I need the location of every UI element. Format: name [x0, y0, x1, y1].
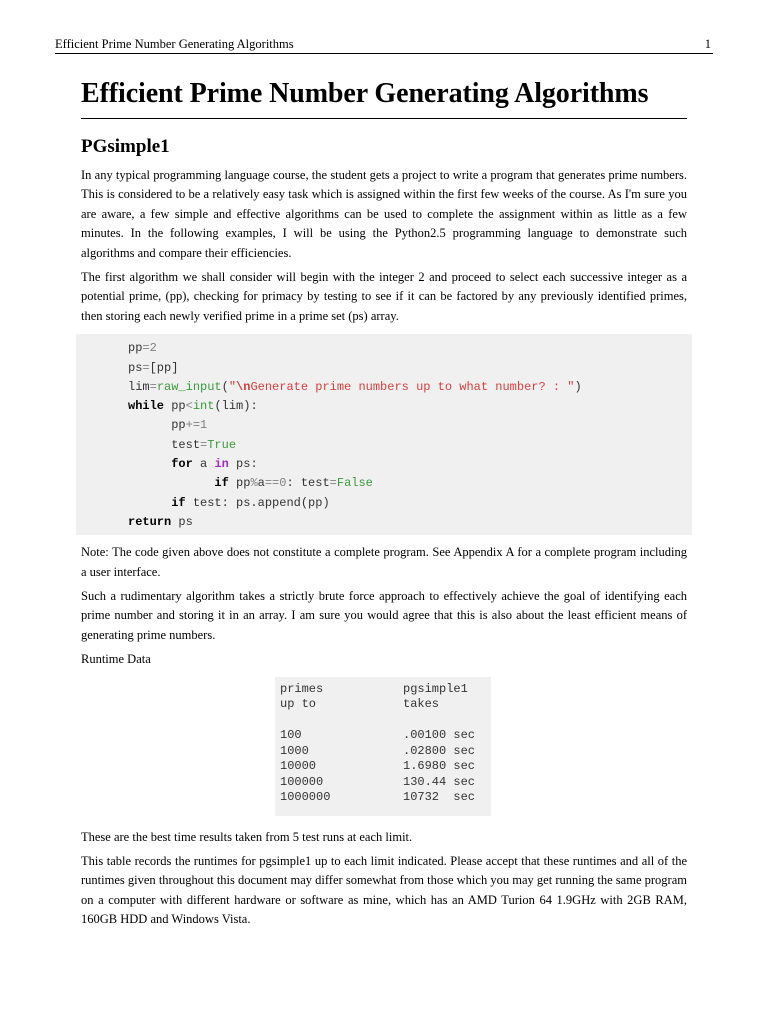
table-header-cell: up to: [280, 697, 317, 712]
code-line: pp=2: [128, 341, 157, 356]
code-block: [76, 334, 692, 535]
table-note-paragraph: This table records the runtimes for pgsimple1 up to each limit indicated. Please accept that these runtimes and all of the runtimes given throughout this document may differ somewhat from those which you may get running the same program on a computer with different hardware or software as mine, which has an AMD Turion 64 1.9GHz with 2GB RAM, 160GB HDD and Windows Vista.: [81, 854, 687, 927]
table-row: [275, 728, 491, 744]
algorithm-paragraph: The first algorithm we shall consider will begin with the integer 2 and proceed to select each successive integer as a potential prime, (pp), checking for primacy by testing to see if it can be factored by any previously identified primes, then storing each newly verified prime in a prime set (ps) array.: [81, 270, 687, 323]
code-line: while pp<int(lim):: [128, 399, 258, 414]
page-content: [81, 78, 687, 935]
table-cell: 10000: [280, 759, 317, 774]
runtime-table: [275, 677, 491, 816]
code-line: return ps: [128, 514, 193, 529]
intro-paragraph: In any typical programming language course, the student gets a project to write a program that generates prime numbers. This is considered to be a relatively easy task which is assigned within the first few weeks of the course. As I'm sure you are aware, a few simple and effective algorithms can be used to complete the assignment within as little as a few minutes. In the following examples, I will be using the Python2.5 programming language to demonstrate such algorithms and compare their efficiencies.: [81, 168, 687, 260]
runtime-data-label: Runtime Data: [81, 652, 151, 667]
best-results-paragraph: These are the best time results taken from 5 test runs at each limit.: [81, 829, 413, 844]
table-cell: 130.44 sec: [403, 774, 476, 789]
note-paragraph: Note: The code given above does not constitute a complete program. See Appendix A for a complete program including a user interface.: [81, 545, 687, 579]
table-row: [275, 759, 491, 775]
table-cell: 1000000: [280, 790, 331, 805]
table-header-cell: pgsimple1: [403, 681, 468, 696]
table-cell: 1000: [280, 743, 309, 758]
table-cell: 100: [280, 728, 302, 743]
running-header-title: Efficient Prime Number Generating Algorithms: [55, 37, 294, 51]
table-header-cell: takes: [403, 697, 440, 712]
code-line: lim=raw_input("\nGenerate prime numbers up to what number? : "): [128, 379, 582, 394]
page-number: 1: [704, 37, 711, 51]
table-header-cell: primes: [280, 681, 324, 696]
table-spacer: [275, 713, 491, 729]
table-header-row: [275, 697, 491, 713]
table-cell: 100000: [280, 774, 324, 789]
table-row: [275, 775, 491, 791]
code-line: for a in ps:: [171, 457, 258, 472]
code-line: if pp%a==0: test=False: [214, 476, 373, 491]
code-line: test=True: [171, 437, 237, 452]
table-cell: .02800 sec: [403, 743, 476, 758]
document-title: Efficient Prime Number Generating Algorithms: [81, 78, 687, 119]
table-cell: 10732 sec: [403, 790, 476, 805]
running-header: [55, 37, 713, 54]
table-cell: 1.6980 sec: [403, 759, 476, 774]
table-header-row: [275, 682, 491, 698]
code-line: pp+=1: [171, 418, 208, 433]
table-row: [275, 790, 491, 806]
section-heading: PGsimple1: [81, 136, 170, 157]
rudimentary-paragraph: Such a rudimentary algorithm takes a strictly brute force approach to effectively achieve the goal of identifying each prime number and storing it in an array. I am sure you would agree that this is also about the least efficient means of generating prime numbers.: [81, 589, 687, 642]
table-row: [275, 744, 491, 760]
code-line: if test: ps.append(pp): [171, 495, 330, 510]
code-line: ps=[pp]: [128, 360, 179, 375]
table-cell: .00100 sec: [403, 728, 476, 743]
